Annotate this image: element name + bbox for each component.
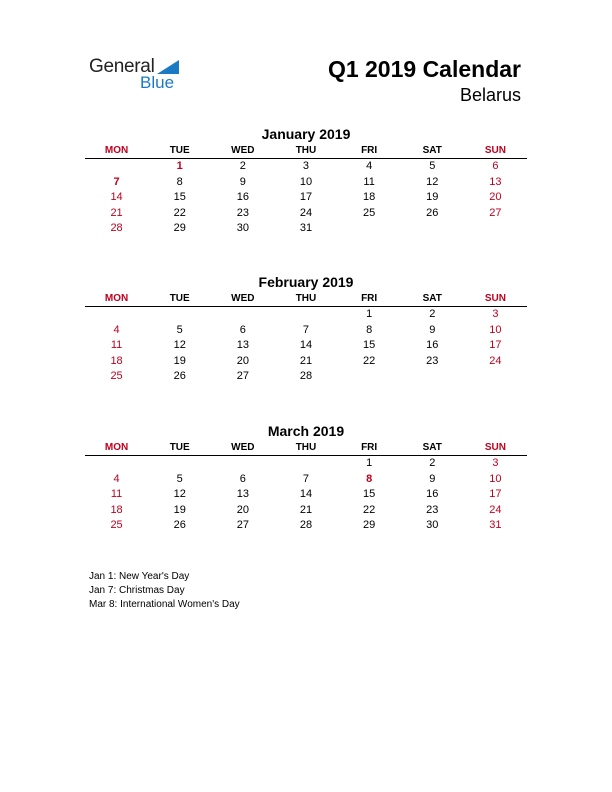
day-cell: 28 [110, 222, 123, 234]
weekday-header: MON [104, 145, 129, 156]
day-cell: 7 [113, 175, 120, 188]
weekday-header: FRI [361, 145, 378, 156]
week-row [85, 369, 527, 385]
day-cell [274, 456, 337, 472]
month-calendar [85, 273, 527, 385]
day-cell: 25 [363, 206, 376, 219]
week-row [85, 159, 527, 175]
day-cell: 14 [299, 488, 313, 500]
day-cell: 22 [173, 206, 186, 219]
holiday-note: Mar 8: International Women's Day [89, 599, 240, 610]
day-cell: 19 [426, 191, 439, 203]
day-cell [85, 307, 148, 323]
weekday-header: THU [295, 293, 317, 304]
day-cell [338, 221, 401, 237]
holiday-notes [89, 570, 240, 612]
day-cell: 31 [489, 519, 502, 531]
week-row [85, 323, 527, 339]
weekday-header: TUE [169, 442, 190, 453]
day-cell: 6 [239, 472, 246, 485]
month-title: February 2019 [258, 274, 354, 290]
day-cell: 19 [173, 354, 186, 367]
day-cell: 23 [426, 354, 439, 367]
day-cell [85, 159, 148, 175]
week-row [85, 503, 527, 519]
day-cell: 13 [236, 488, 249, 500]
week-row [85, 518, 527, 534]
day-cell: 29 [173, 222, 186, 234]
day-cell: 24 [489, 503, 502, 516]
day-cell: 29 [363, 519, 376, 531]
day-cell: 26 [173, 519, 186, 531]
day-cell [401, 221, 464, 237]
day-cell: 17 [299, 191, 313, 203]
month-calendar [85, 422, 527, 534]
week-row [85, 487, 527, 503]
week-row [85, 190, 527, 206]
weekday-header: MON [104, 442, 129, 453]
weekday-header: SAT [422, 293, 442, 304]
day-cell: 15 [363, 488, 376, 500]
day-cell [464, 221, 527, 237]
weekday-header: SAT [422, 442, 442, 453]
day-cell: 2 [429, 308, 436, 320]
day-cell: 7 [302, 323, 310, 336]
day-cell: 16 [426, 339, 439, 351]
day-cell [274, 307, 337, 323]
day-cell: 25 [110, 370, 123, 382]
day-cell: 18 [110, 354, 123, 367]
logo-triangle-icon [157, 60, 179, 74]
weekday-header: SUN [484, 442, 506, 453]
day-cell: 1 [176, 160, 183, 172]
weekday-header: WED [231, 442, 255, 453]
day-cell: 18 [110, 503, 123, 516]
day-cell: 19 [173, 503, 186, 516]
day-cell [211, 456, 274, 472]
weekday-header: THU [295, 145, 317, 156]
day-cell: 12 [173, 488, 186, 500]
day-cell: 14 [110, 191, 123, 203]
weekday-header: WED [231, 293, 255, 304]
day-cell: 28 [299, 370, 313, 382]
day-cell: 10 [489, 323, 502, 336]
weekday-header-row [85, 291, 527, 307]
weekday-header: SAT [422, 145, 442, 156]
day-cell: 20 [236, 503, 249, 516]
day-cell: 5 [176, 323, 183, 336]
day-cell: 24 [299, 206, 313, 219]
weekday-header: FRI [361, 293, 378, 304]
logo-blue-text: Blue [140, 73, 175, 92]
weekday-header-row [85, 440, 527, 456]
week-row [85, 354, 527, 370]
day-cell: 26 [426, 206, 439, 219]
holiday-note: Jan 7: Christmas Day [89, 585, 185, 596]
day-cell: 13 [236, 339, 249, 351]
day-cell: 10 [489, 472, 502, 485]
day-cell [148, 456, 211, 472]
day-cell: 8 [176, 175, 183, 188]
logo [89, 56, 199, 96]
day-cell: 3 [492, 308, 499, 320]
day-cell: 23 [426, 503, 439, 516]
day-cell: 17 [489, 339, 502, 351]
month-calendar [85, 125, 527, 237]
weekday-header-row [85, 143, 527, 159]
week-row [85, 472, 527, 488]
weekday-header: TUE [169, 145, 190, 156]
day-cell: 9 [429, 323, 436, 336]
week-row [85, 175, 527, 191]
day-cell: 27 [236, 370, 249, 382]
day-cell: 30 [236, 222, 249, 234]
day-cell: 4 [113, 472, 120, 485]
month-title: January 2019 [261, 126, 351, 142]
day-cell: 11 [363, 175, 375, 188]
day-cell: 11 [110, 488, 123, 500]
day-cell [464, 369, 527, 385]
day-cell: 1 [366, 457, 373, 469]
day-cell: 4 [366, 160, 373, 172]
day-cell: 24 [489, 354, 502, 367]
country-name: Belarus [459, 85, 521, 105]
day-cell: 27 [489, 206, 502, 219]
day-cell: 31 [299, 222, 313, 234]
day-cell [338, 369, 401, 385]
week-row [85, 338, 527, 354]
day-cell: 30 [426, 519, 439, 531]
weekday-header: WED [231, 145, 255, 156]
day-cell: 20 [236, 354, 249, 367]
day-cell: 9 [239, 175, 246, 188]
day-cell: 5 [429, 160, 436, 172]
week-row [85, 221, 527, 237]
page-title: Q1 2019 Calendar [327, 56, 521, 82]
day-cell: 6 [239, 323, 246, 336]
day-cell: 10 [299, 175, 313, 188]
day-cell: 21 [110, 206, 123, 219]
day-cell: 20 [489, 191, 502, 203]
day-cell: 18 [363, 191, 376, 203]
weekday-header: TUE [169, 293, 190, 304]
day-cell: 12 [426, 175, 439, 188]
day-cell: 23 [236, 206, 249, 219]
weekday-header: FRI [361, 442, 378, 453]
month-title: March 2019 [267, 423, 345, 439]
day-cell: 27 [236, 519, 249, 531]
day-cell: 14 [299, 339, 313, 351]
day-cell [148, 307, 211, 323]
day-cell: 22 [363, 354, 376, 367]
weekday-header: SUN [484, 293, 506, 304]
day-cell: 16 [236, 191, 249, 203]
weekday-header: MON [104, 293, 129, 304]
day-cell: 2 [429, 457, 436, 469]
day-cell: 22 [363, 503, 376, 516]
day-cell [85, 456, 148, 472]
week-row [85, 307, 527, 323]
day-cell [211, 307, 274, 323]
day-cell: 15 [363, 339, 376, 351]
day-cell: 21 [299, 503, 313, 516]
day-cell: 26 [173, 370, 186, 382]
day-cell: 6 [492, 160, 499, 172]
day-cell: 11 [110, 339, 123, 351]
day-cell: 3 [492, 457, 499, 469]
day-cell: 12 [173, 339, 186, 351]
day-cell: 25 [110, 519, 123, 531]
day-cell: 17 [489, 488, 502, 500]
day-cell: 8 [366, 472, 373, 485]
day-cell: 21 [299, 354, 313, 367]
holiday-note: Jan 1: New Year's Day [89, 571, 190, 582]
day-cell: 4 [113, 323, 120, 336]
day-cell: 2 [239, 160, 246, 172]
day-cell: 15 [173, 191, 186, 203]
week-row [85, 206, 527, 222]
day-cell: 8 [366, 323, 373, 336]
day-cell: 1 [366, 308, 373, 320]
weekday-header: SUN [484, 145, 506, 156]
day-cell: 9 [429, 472, 436, 485]
day-cell: 16 [426, 488, 439, 500]
day-cell: 7 [302, 472, 310, 485]
day-cell: 5 [176, 472, 183, 485]
logo-general-text: General [89, 56, 155, 77]
weekday-header: THU [295, 442, 317, 453]
day-cell: 13 [489, 175, 502, 188]
day-cell: 28 [299, 519, 313, 531]
week-row [85, 456, 527, 472]
day-cell: 3 [302, 160, 310, 172]
day-cell [401, 369, 464, 385]
